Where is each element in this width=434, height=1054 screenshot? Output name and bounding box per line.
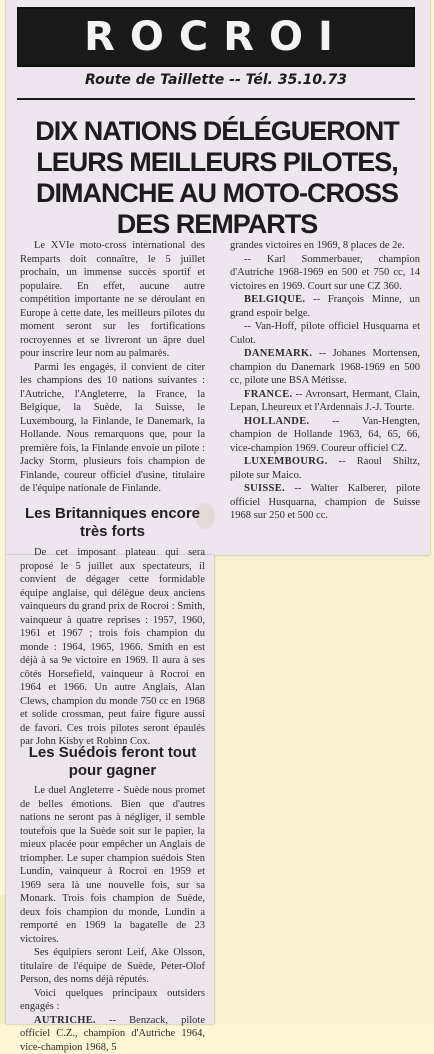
paragraph-intro-1: Le XVIe moto-cross international des Remparts doit connaître, le 5 juillet prochain, un immense succès sportif et populaire. En effet, aucune autre compétition importante ne se déroulant en Europe à cette date, les meilleurs pilotes du moment seront sur les fortifications rocroyennes et se livreront un âpre duel pour inscrire leur nom au palmarès.: [20, 239, 205, 361]
masthead-subtitle: Route de Taillette -- Tél. 35.10.73: [17, 72, 415, 100]
article-column-britanniques: [20, 546, 205, 749]
paragraph-autriche: [20, 1014, 205, 1054]
text-danemark: -- Johanes Mortensen, champion du Danemark 1968-1969 en 500 cc, pilote une BSA Métisse.: [230, 348, 420, 386]
paragraph-luxembourg: [230, 455, 420, 482]
text-suisse: -- Walter Kalberer, pilote officiel Husquarna, champion de Suisse 1968 sur 250 et 500 cc.: [230, 483, 420, 521]
paragraph-france: [230, 388, 420, 415]
paragraph-suisse: [230, 482, 420, 523]
country-hollande: HOLLANDE.: [244, 416, 309, 427]
text-luxembourg: -- Raoul Shiltz, pilote sur Maico.: [230, 456, 420, 481]
paragraph-suedois-1: Le duel Angleterre - Suède nous promet de belles émotions. Bien que d'autres nations ne seront pas à négliger, il semble toutefois que la Suède soit sur le papier, la mieux placée pour empêcher un Anglais de triompher. Le super champion suédois Sten Lundin, vainqueur à Rocroi en 1959 et 1969 sera là une nouvelle fois, sur sa Monark. Trois fois champion de Suède, deux fois champion du monde, Lundin a remporté en 1969 la bagatelle de 23 victoires.: [20, 784, 205, 946]
paragraph-right-1: grandes victoires en 1969, 8 places de 2e.: [230, 239, 420, 253]
masthead-title: ROCROI: [17, 7, 415, 67]
paragraph-suedois-2: Ses équipiers seront Leif, Ake Olsson, titulaire de l'équipe de Suède, Peter-Olof Person, des noms déjà réputés.: [20, 946, 205, 987]
text-autriche: -- Benzack, pilote officiel C.Z., champion d'Autriche 1964, vice-champion 1968, 5: [20, 1015, 205, 1053]
paragraph-suedois-3: Voici quelques principaux outsiders engagés :: [20, 987, 205, 1014]
paragraph-danemark: [230, 347, 420, 388]
article-column-suedois: [20, 784, 205, 1054]
country-autriche: AUTRICHE.: [34, 1015, 96, 1026]
paragraph-intro-2: Parmi les engagés, il convient de citer les champions des 10 nations suivantes : l'Autriche, l'Angleterre, la France, la Belgique, la Suède, la Suisse, le Luxembourg, la Finlande, le Danemark, la Hollande. Nous remarquons que, pour la première fois, la Finlande envoie un pilote : Jacky Storm, plusieurs fois champion de Finlande, coureur officiel d'usine, titulaire de l'équipe nationale de Finlande.: [20, 361, 205, 496]
text-belgique: -- François Minne, un grand espoir belge.: [230, 294, 420, 319]
country-luxembourg: LUXEMBOURG.: [244, 456, 328, 467]
paragraph-belgique-2: -- Van-Hoff, pilote officiel Husquarna et Culot.: [230, 320, 420, 347]
country-france: FRANCE.: [244, 389, 292, 400]
article-headline: DIX NATIONS DÉLÉGUERONT LEURS MEILLEURS PILOTES, DIMANCHE AU MOTO-CROSS DES REMPARTS: [16, 116, 418, 240]
article-column-intro: [20, 239, 205, 496]
paragraph-right-2: -- Karl Sommerbauer, champion d'Autriche 1968-1969 en 500 et 750 cc, 14 victoires en 1969. Court sur une CZ 360.: [230, 253, 420, 294]
article-column-right: [230, 239, 420, 523]
country-danemark: DANEMARK.: [244, 348, 312, 359]
subheading-britanniques: Les Britanniques encore très forts: [20, 505, 205, 541]
paragraph-belgique: [230, 293, 420, 320]
paragraph-hollande: [230, 415, 420, 456]
country-belgique: BELGIQUE.: [244, 294, 305, 305]
text-hollande: -- Van-Hengten, champion de Hollande 1963, 64, 65, 66, vice-champion 1969. Coureur officiel CZ.: [230, 416, 420, 454]
subheading-suedois: Les Suédois feront tout pour gagner: [20, 744, 205, 780]
country-suisse: SUISSE.: [244, 483, 285, 494]
text-france: -- Avronsart, Hermant, Clain, Lepan, Lheureux et l'Ardennais J.-J. Tourte.: [230, 389, 420, 414]
background-right: [214, 555, 434, 1024]
paragraph-britanniques: De cet imposant plateau qui sera proposé le 5 juillet aux spectateurs, il convient de dégager cette formidable équipe anglaise, qui délègue deux anciens vainqueurs du grand prix de Rocroi : Smith, vainqueur à quatre reprises : 1957, 1960, 1961 et 1967 ; trois fois champion du monde : 1964, 1965, 1966. Smith en est déjà à sa 9e victoire en 1969. Il aura à ses côtés Horsefield, vainqueur à Rocroi en 1964 et 1966. Un autre Anglais, Alan Clews, champion du monde 750 cc en 1968 et solide crossman, peut faire figure aussi de favori. Ces trois pilotes seront épaulés par John Kisby et Robinn Cox.: [20, 546, 205, 749]
